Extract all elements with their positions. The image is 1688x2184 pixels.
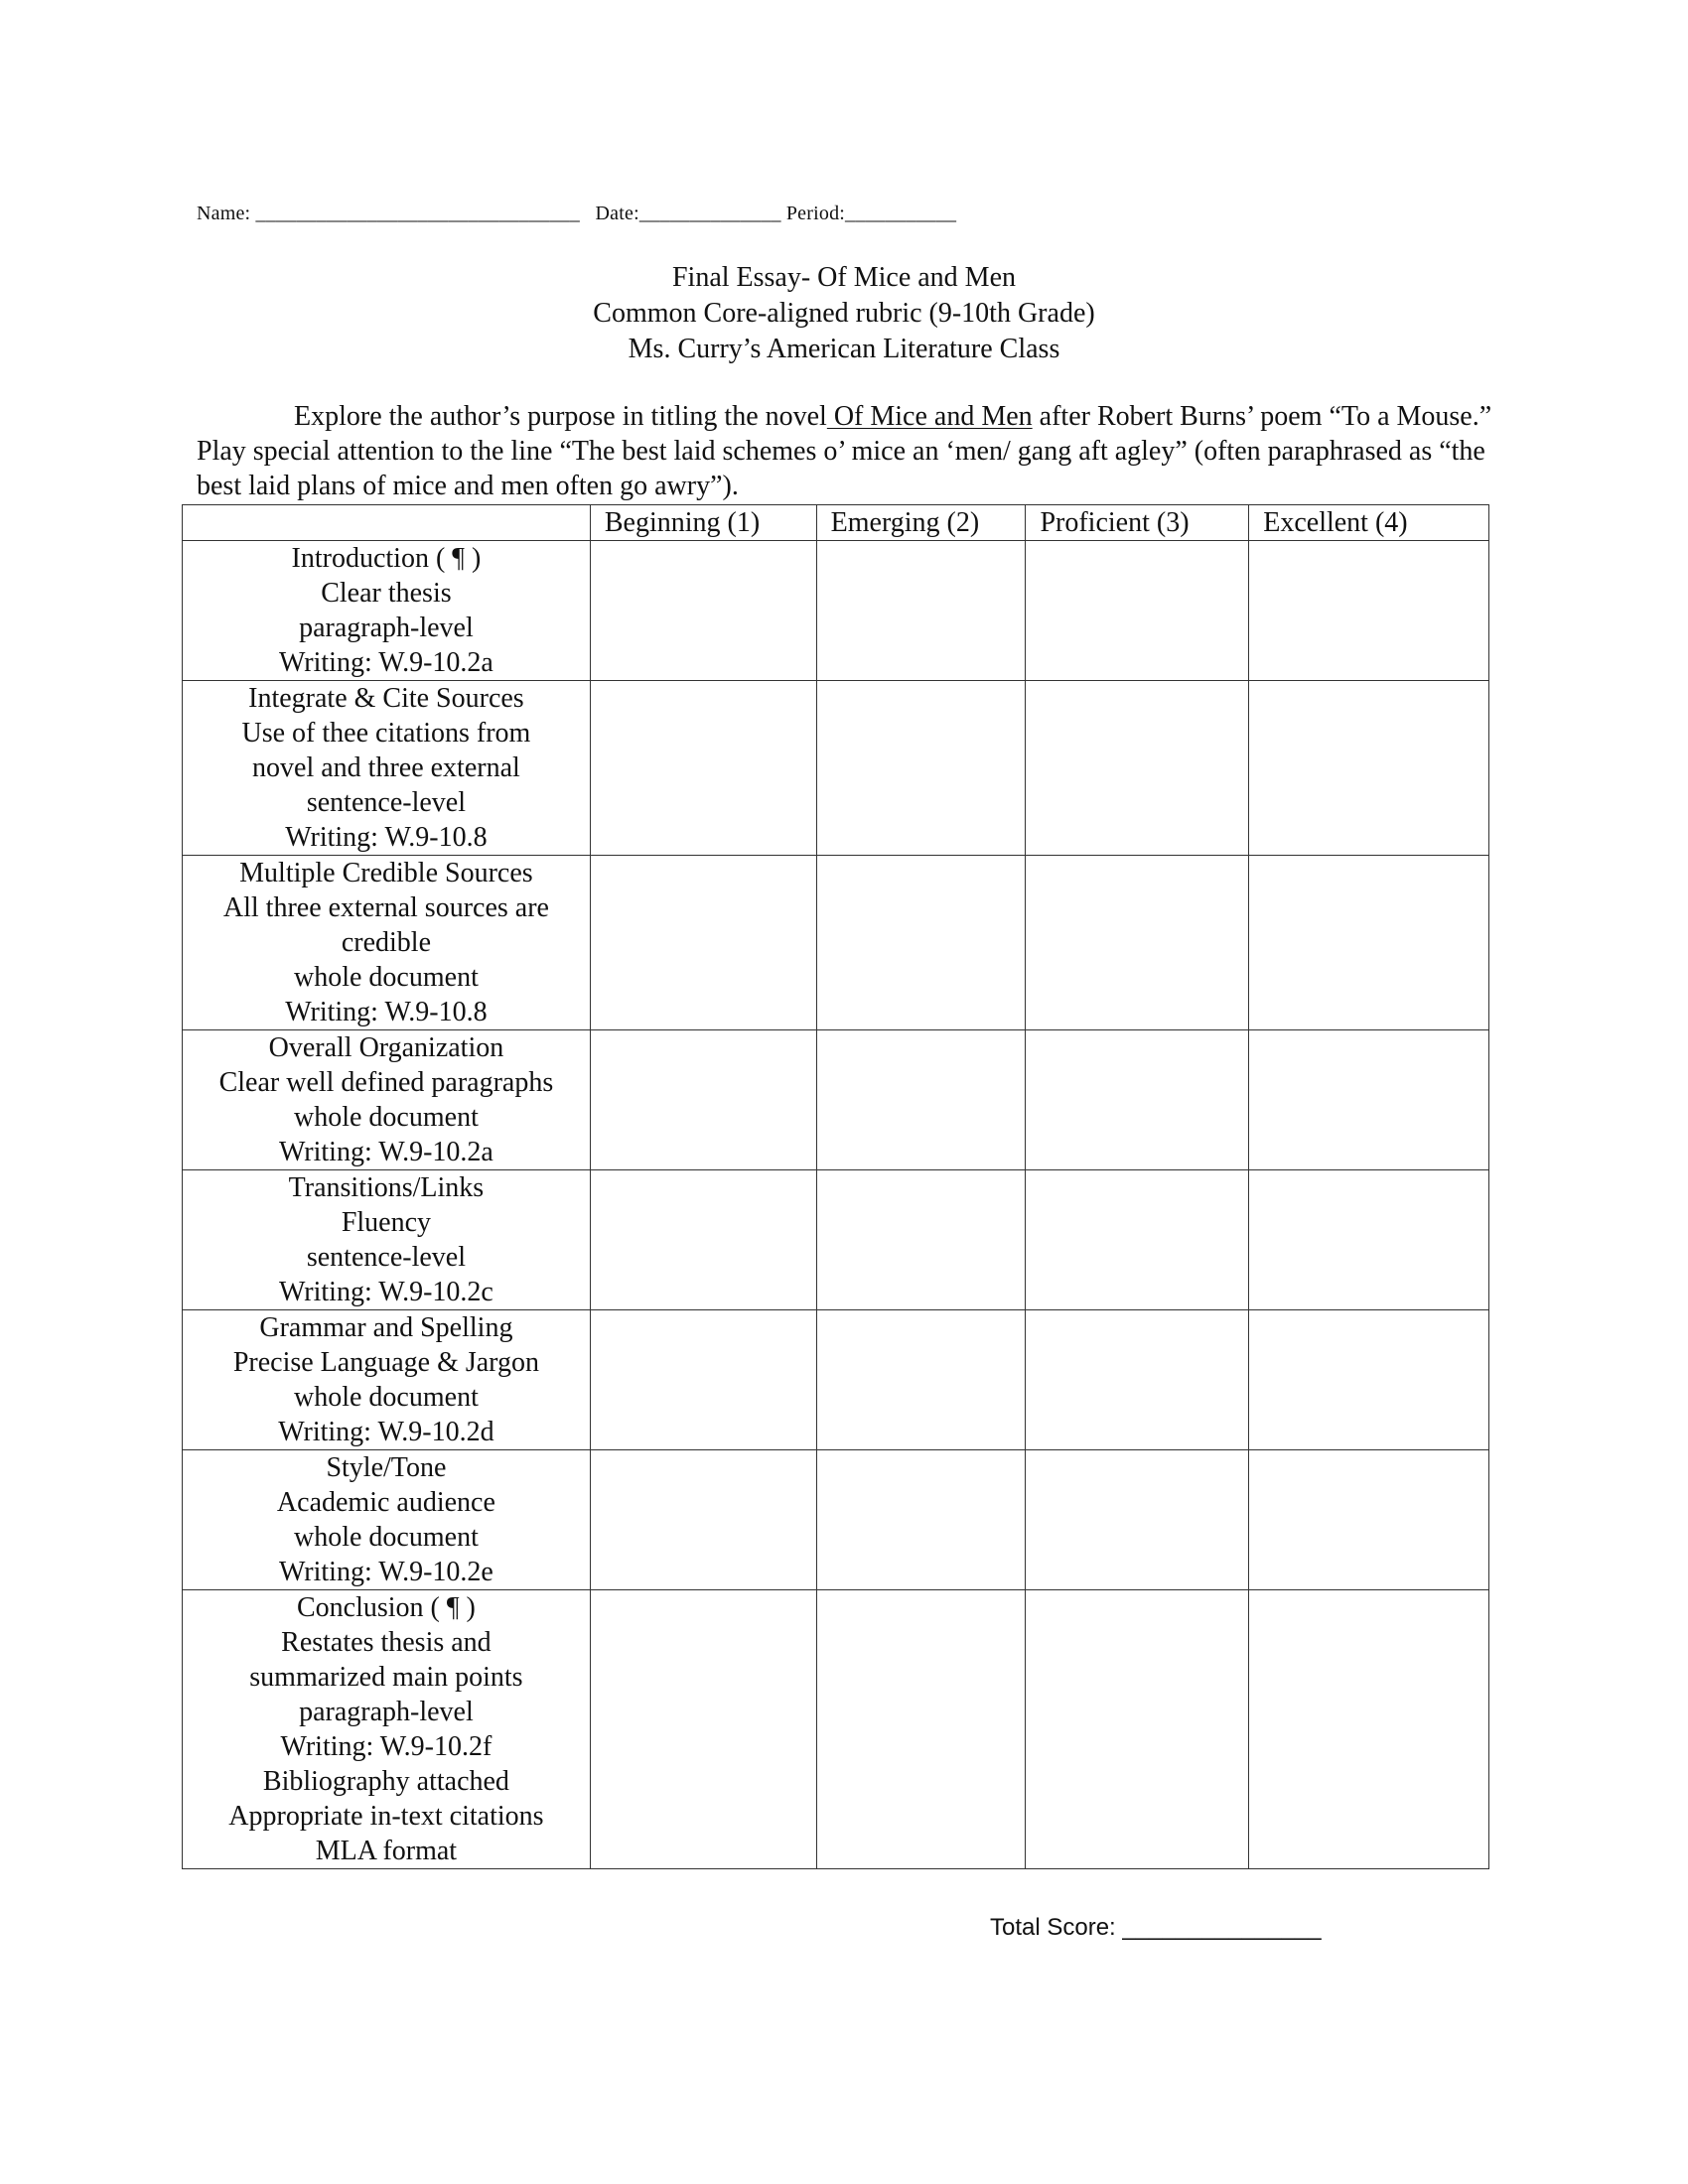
criterion-cell [183,1310,591,1450]
criterion-line: Writing: W.9-10.2d [278,1417,494,1447]
criterion-line: Writing: W.9-10.2e [278,1557,493,1587]
table-row [183,856,1489,1030]
score-cell-beginning[interactable] [590,1590,816,1869]
header-emerging: Emerging (2) [816,505,1026,541]
criterion-line: sentence-level [306,1242,466,1273]
score-cell-excellent[interactable] [1249,681,1489,856]
criterion-cell [183,1590,591,1869]
criterion-cell [183,1030,591,1170]
criterion-line: Restates thesis and [281,1627,492,1658]
score-cell-proficient[interactable] [1026,856,1249,1030]
score-cell-excellent[interactable] [1249,856,1489,1030]
criterion-line: novel and three external [252,752,520,783]
score-cell-beginning[interactable] [590,856,816,1030]
student-info-line [197,203,956,225]
score-cell-emerging[interactable] [816,1030,1026,1170]
criterion-line: paragraph-level [299,1697,474,1727]
score-cell-excellent[interactable] [1249,1450,1489,1590]
score-cell-excellent[interactable] [1249,541,1489,681]
criterion-line: whole document [294,962,479,993]
criterion-line: Use of thee citations from [241,718,531,749]
criterion-line: Writing: W.9-10.2a [278,647,493,678]
score-cell-proficient[interactable] [1026,1590,1249,1869]
name-label: Name: [197,203,251,224]
criterion-line: All three external sources are [222,892,549,923]
score-cell-emerging[interactable] [816,1450,1026,1590]
rubric-header-row [183,505,1489,541]
score-cell-excellent[interactable] [1249,1030,1489,1170]
table-row [183,541,1489,681]
score-cell-emerging[interactable] [816,1170,1026,1310]
header-proficient: Proficient (3) [1026,505,1249,541]
criterion-cell [183,1170,591,1310]
score-cell-emerging[interactable] [816,681,1026,856]
name-field[interactable]: ________________________________ [255,203,580,224]
criterion-line: paragraph-level [299,613,474,643]
period-label: Period: [785,203,846,224]
criterion-line: Appropriate in-text citations [228,1801,544,1832]
score-cell-proficient[interactable] [1026,1450,1249,1590]
criterion-line: Writing: W.9-10.2a [278,1137,493,1167]
total-score-field[interactable]: _______________ [1122,1914,1322,1941]
table-row [183,1310,1489,1450]
score-cell-emerging[interactable] [816,1310,1026,1450]
date-label: Date: [595,203,639,224]
criterion-line: Style/Tone [326,1452,447,1483]
criterion-line: whole document [294,1382,479,1413]
criterion-line: Precise Language & Jargon [232,1347,539,1378]
title-line-3: Ms. Curry’s American Literature Class [628,334,1060,364]
criterion-line: Transitions/Links [288,1172,485,1203]
score-cell-beginning[interactable] [590,1450,816,1590]
score-cell-proficient[interactable] [1026,541,1249,681]
criterion-line: whole document [294,1522,479,1553]
criterion-line: Writing: W.9-10.2c [278,1277,493,1307]
table-row [183,1030,1489,1170]
criterion-line: Bibliography attached [262,1766,509,1797]
criterion-line: Writing: W.9-10.8 [285,822,488,853]
rubric-body [183,541,1489,1869]
score-cell-beginning[interactable] [590,681,816,856]
criterion-line: credible [341,927,431,958]
criterion-line: Fluency [341,1207,432,1238]
score-cell-emerging[interactable] [816,541,1026,681]
prompt-text-before: Explore the author’s purpose in titling the novel [294,401,827,432]
criterion-line: whole document [294,1102,479,1133]
criterion-line: Clear well defined paragraphs [218,1067,554,1098]
table-row [183,1590,1489,1869]
score-cell-emerging[interactable] [816,1590,1026,1869]
total-score [990,1914,1322,1942]
criterion-line: Overall Organization [268,1032,504,1063]
score-cell-emerging[interactable] [816,856,1026,1030]
criterion-line: Academic audience [276,1487,495,1518]
criteria-header-cell [183,505,591,541]
criterion-cell [183,856,591,1030]
score-cell-excellent[interactable] [1249,1590,1489,1869]
criterion-line: MLA format [315,1836,458,1866]
rubric-table [182,504,1489,1869]
score-cell-proficient[interactable] [1026,1030,1249,1170]
table-row [183,1450,1489,1590]
table-row [183,681,1489,856]
criterion-line: summarized main points [249,1662,523,1693]
period-field[interactable]: ___________ [845,203,957,224]
header-excellent: Excellent (4) [1249,505,1489,541]
criterion-line: Introduction ( ¶ ) [291,543,482,574]
title-line-2: Common Core-aligned rubric (9-10th Grade) [593,298,1095,329]
table-row [183,1170,1489,1310]
novel-title: Of Mice and Men [826,401,1033,432]
criterion-line: Clear thesis [321,578,452,609]
score-cell-beginning[interactable] [590,1170,816,1310]
score-cell-beginning[interactable] [590,1310,816,1450]
criterion-line: Grammar and Spelling [259,1312,513,1343]
score-cell-proficient[interactable] [1026,1310,1249,1450]
header-beginning: Beginning (1) [590,505,816,541]
document-title [0,260,1688,367]
title-line-1: Final Essay- Of Mice and Men [671,262,1017,293]
criterion-line: Integrate & Cite Sources [248,683,524,714]
prompt-text-after: after Robert Burns’ poem “To a Mouse.” Play special attention to the line “The best laid schemes o’ mice an ‘men/ gang aft agley” (often paraphrased as “the best laid plans of mice and men often go awry”). [197,401,1492,501]
score-cell-beginning[interactable] [590,541,816,681]
score-cell-proficient[interactable] [1026,1170,1249,1310]
total-score-label: Total Score: [990,1914,1116,1941]
score-cell-beginning[interactable] [590,1030,816,1170]
score-cell-proficient[interactable] [1026,681,1249,856]
score-cell-excellent[interactable] [1249,1310,1489,1450]
criterion-cell [183,541,591,681]
criterion-cell [183,1450,591,1590]
criterion-line: Multiple Credible Sources [239,858,533,888]
date-field[interactable]: ______________ [638,203,781,224]
criterion-line: Writing: W.9-10.2f [280,1731,492,1762]
criterion-line: Conclusion ( ¶ ) [296,1592,476,1623]
essay-prompt [197,399,1497,503]
criterion-line: Writing: W.9-10.8 [285,997,488,1027]
criterion-line: sentence-level [306,787,466,818]
criterion-cell [183,681,591,856]
score-cell-excellent[interactable] [1249,1170,1489,1310]
